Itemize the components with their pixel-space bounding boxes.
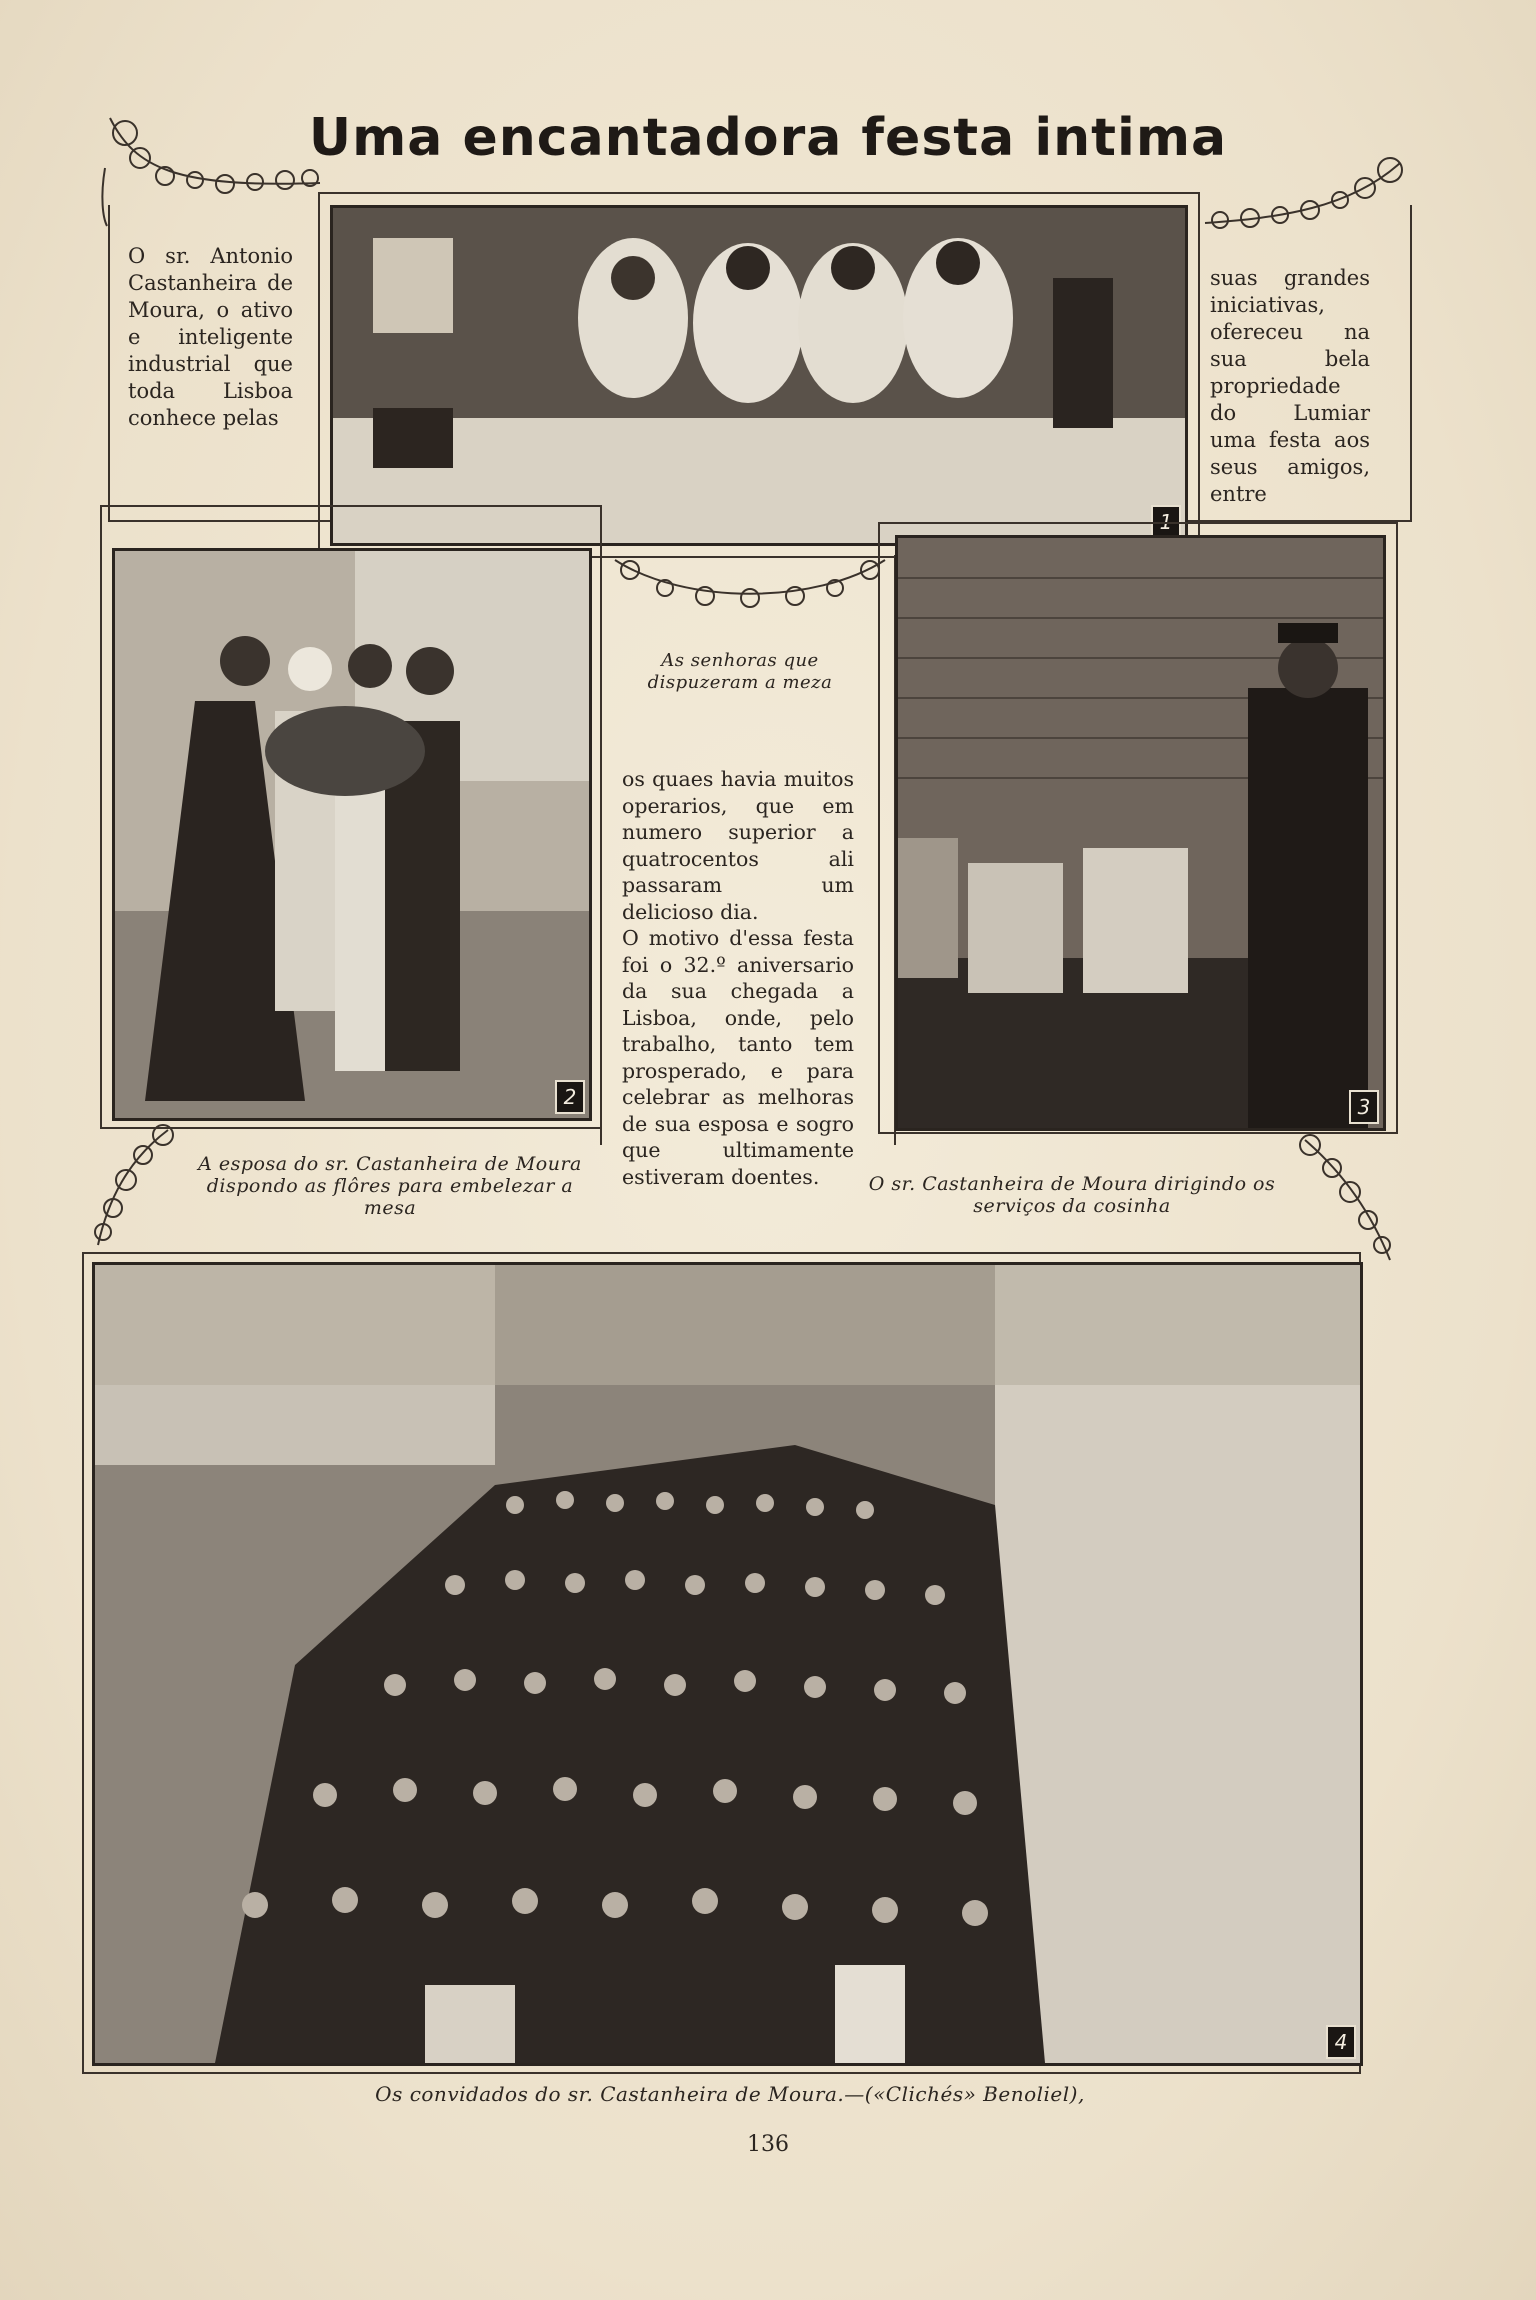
photo-number-4: 4 — [1326, 2025, 1356, 2059]
intro-text-left: O sr. Antonio Castanheira de Moura, o ativo e inteligente industrial que toda Lisboa conhece pelas — [128, 244, 293, 430]
middle-text: os quaes havia muitos operarios, que em numero superior a quatrocentos ali passaram um delicioso dia. O motivo d'essa festa foi o 32.º aniversario da sua chegada a Lisboa, onde, pelo trabalho, tanto tem prosperado, e para celebrar as melhoras de sua esposa e sogro que ultimamente estiveram doentes. — [622, 767, 854, 1189]
page-number: 136 — [747, 2132, 789, 2157]
caption-kitchen: O sr. Castanheira de Moura dirigindo os serviços da cosinha — [868, 1173, 1276, 1217]
photo-guests — [92, 1262, 1363, 2066]
photo-number-1: 1 — [1151, 505, 1181, 539]
caption-wife-flowers: A esposa do sr. Castanheira de Moura dispondo as flôres para embelezar a mesa — [198, 1153, 582, 1219]
floral-ornament-bottom-left — [88, 1120, 188, 1250]
caption-ladies-table: As senhoras que dispuzeram a meza — [647, 650, 833, 693]
page-title: Uma encantadora festa intima — [308, 108, 1228, 168]
photo-wife-flowers — [112, 548, 592, 1121]
caption-guests: Os convidados do sr. Castanheira de Moura.—(«Clichés» Benoliel), — [375, 2082, 1085, 2106]
floral-ornament-bottom-right — [1290, 1130, 1400, 1270]
photo-number-3: 3 — [1349, 1090, 1379, 1124]
photo-ladies-table — [330, 205, 1188, 546]
photo-kitchen — [895, 535, 1386, 1131]
photo-number-2: 2 — [555, 1080, 585, 1114]
intro-text-right: suas grandes iniciativas, ofereceu na sua bela propriedade do Lumiar uma festa aos seus amigos, entre — [1210, 266, 1370, 506]
